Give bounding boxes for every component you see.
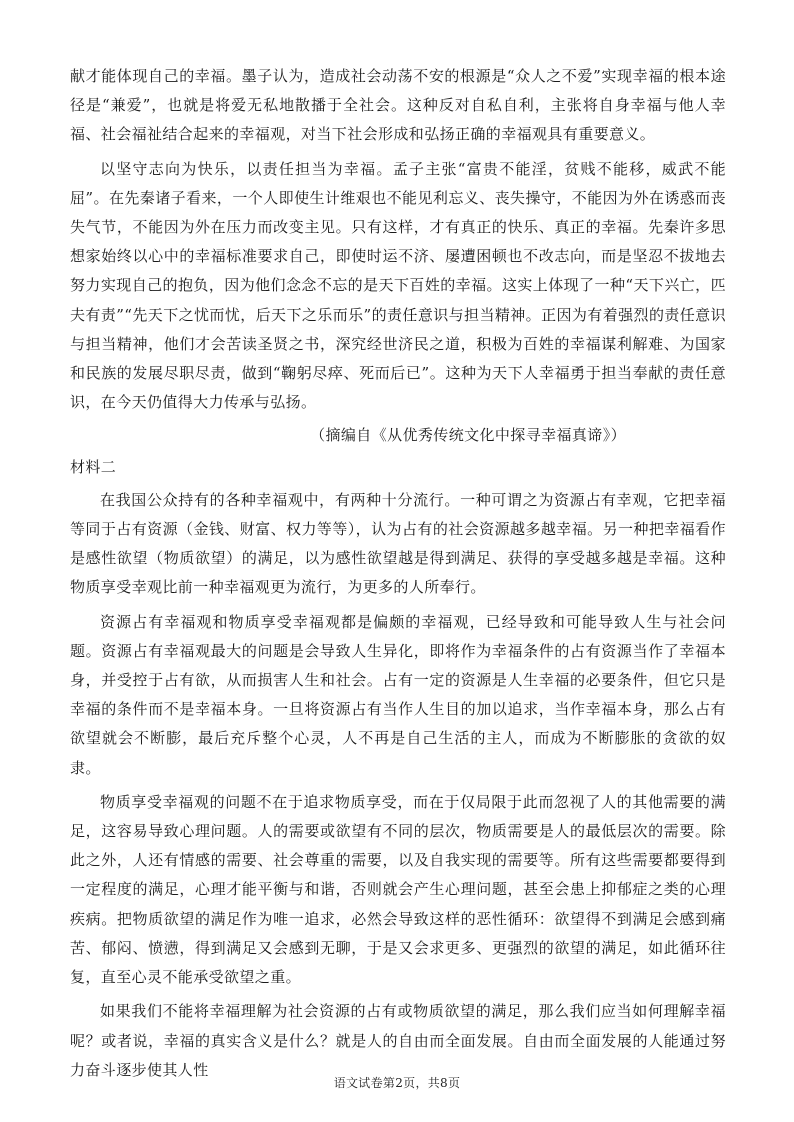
paragraph-6: 如果我们不能将幸福理解为社会资源的占有或物质欲望的满足，那么我们应当如何理解幸福呢？或者说，幸福的真实含义是什么？就是人的自由而全面发展。自由而全面发展的人能通过努力奋斗逐步使其人性 (70, 1002, 726, 1079)
section-label-material-two: 材料二 (70, 457, 117, 476)
document-page (70, 62, 726, 1085)
paragraph-3: 在我国公众持有的各种幸福观中，有两种十分流行。一种可谓之为资源占有幸观，它把幸福等同于占有资源（金钱、财富、权力等等），认为占有的社会资源越多越幸福。另一种把幸福看作是感性欲望（物质欲望）的满足，以为感性欲望越是得到满足、获得的享受越多越是幸福。这种物质享受幸观比前一种幸福观更为流行，为更多的人所奉行。 (70, 490, 726, 597)
paragraph-1: 献才能体现自己的幸福。墨子认为，造成社会动荡不安的根源是“众人之不爱”实现幸福的根本途径是“兼爱”，也就是将爱无私地散播于全社会。这种反对自私自利，主张将自身幸福与他人幸福、社会福祉结合起来的幸福观，对当下社会形成和弘扬正确的幸福观具有重要意义。 (70, 67, 726, 144)
source-citation: （摘编自《从优秀传统文化中探寻幸福真谛》） (310, 426, 626, 445)
paragraph-5: 物质享受幸福观的问题不在于追求物质享受，而在于仅局限于此而忽视了人的其他需要的满足，这容易导致心理问题。人的需要或欲望有不同的层次，物质需要是人的最低层次的需要。除此之外，人还有情感的需要、社会尊重的需要，以及自我实现的需要等。所有这些需要都要得到一定程度的满足，心理才能平衡与和谐，否则就会产生心理问题，甚至会患上抑郁症之类的心理疾病。把物质欲望的满足作为唯一追求，必然会导致这样的恶性循环：欲望得不到满足会感到痛苦、郁闷、愤懑，得到满足又会感到无聊，于是又会求更多、更强烈的欲望的满足，如此循环往复，直至心灵不能承受欲望之重。 (70, 792, 726, 987)
material-one-continuation (70, 62, 726, 417)
paragraph-4: 资源占有幸福观和物质享受幸福观都是偏颇的幸福观，已经导致和可能导致人生与社会问题。资源占有幸福观最大的问题是会导致人生异化，即将作为幸福条件的占有资源当作了幸福本身，并受控于占有欲，从而损害人生和社会。占有一定的资源是人生幸福的必要条件，但它只是幸福的条件而不是幸福本身。一旦将资源占有当作人生目的加以追求，当作幸福本身，那么占有欲望就会不断膨，最后充斥整个心灵，人不再是自己生活的主人，而成为不断膨胀的贪欲的奴隶。 (70, 612, 726, 777)
page-footer: 语文试卷第2页，共8页 (333, 1076, 461, 1090)
paragraph-2: 以坚守志向为快乐，以责任担当为幸福。孟子主张“富贵不能淫，贫贱不能移，威武不能屈”。在先秦诸子看来，一个人即使生计维艰也不能见利忘义、丧失操守，不能因为外在诱惑而丧失气节，不能因为外在压力而改变主见。只有这样，才有真正的快乐、真正的幸福。先秦许多思想家始终以心中的幸福标准要求自己，即使时运不济、屡遭困顿也不改志向，而是坚忍不拔地去努力实现自己的抱负，因为他们念念不忘的是天下百姓的幸福。这实上体现了一种“天下兴亡，匹夫有责”“先天下之忧而忧，后天下之乐而乐”的责任意识与担当精神。正因为有着强烈的责任意识与担当精神，他们才会苦读圣贤之书，深究经世济民之道，积极为百姓的幸福谋利解难、为国家和民族的发展尽职尽责，做到“鞠躬尽瘁、死而后已”。这种为天下人幸福勇于担当奉献的责任意识，在今天仍值得大力传承与弘扬。 (70, 159, 726, 412)
material-two (70, 486, 726, 1085)
